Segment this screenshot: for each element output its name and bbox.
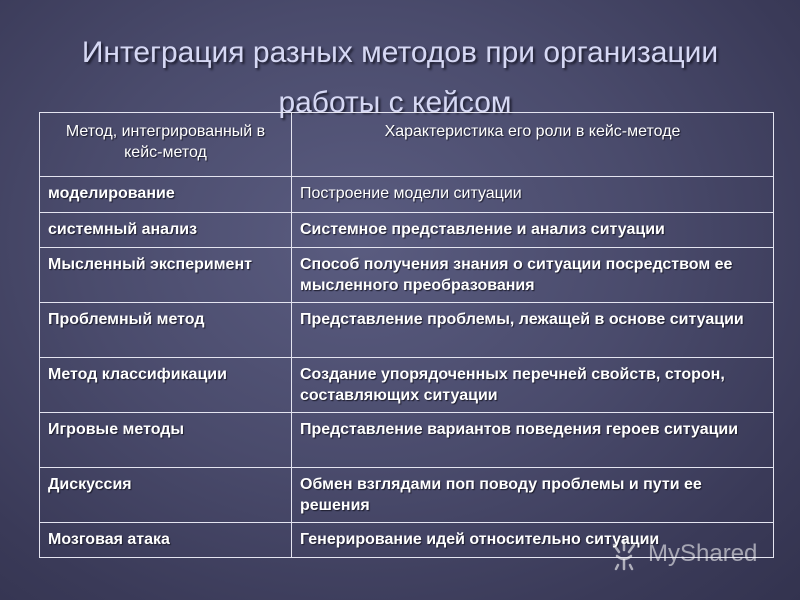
role-cell: Представление проблемы, лежащей в основе ситуации [292,303,774,358]
role-cell: Создание упорядоченных перечней свойств, сторон, составляющих ситуации [292,358,774,413]
role-cell: Представление вариантов поведения героев ситуации [292,413,774,468]
table-row [40,468,774,523]
header-role: Характеристика его роли в кейс-методе [292,113,774,177]
method-cell: Мысленный эксперимент [40,248,292,303]
method-cell: Игровые методы [40,413,292,468]
slide-title-line-2: работы с кейсом [278,86,512,119]
role-cell: Способ получения знания о ситуации посредством ее мысленного преобразования [292,248,774,303]
table-row [40,213,774,248]
role-cell: Генерирование идей относительно ситуации [292,523,774,558]
table-row [40,413,774,468]
watermark-text: MyShared [648,540,758,567]
table-row [40,358,774,413]
methods-table [39,112,774,558]
role-cell: Обмен взглядами поп поводу проблемы и пути ее решения [292,468,774,523]
table-row [40,303,774,358]
method-cell: системный анализ [40,213,292,248]
table-header-row [40,113,774,177]
myshared-logo-icon [606,536,642,572]
method-cell: Мозговая атака [40,523,292,558]
method-cell: Дискуссия [40,468,292,523]
role-cell: Построение модели ситуации [292,177,774,213]
watermark [606,534,791,574]
table-row [40,248,774,303]
header-method: Метод, интегрированный в кейс-метод [40,113,292,177]
method-cell: Проблемный метод [40,303,292,358]
table-row [40,177,774,213]
method-cell: Метод классификации [40,358,292,413]
method-cell: моделирование [40,177,292,213]
role-cell: Системное представление и анализ ситуации [292,213,774,248]
slide-title-line-1: Интеграция разных методов при организации [81,36,719,69]
